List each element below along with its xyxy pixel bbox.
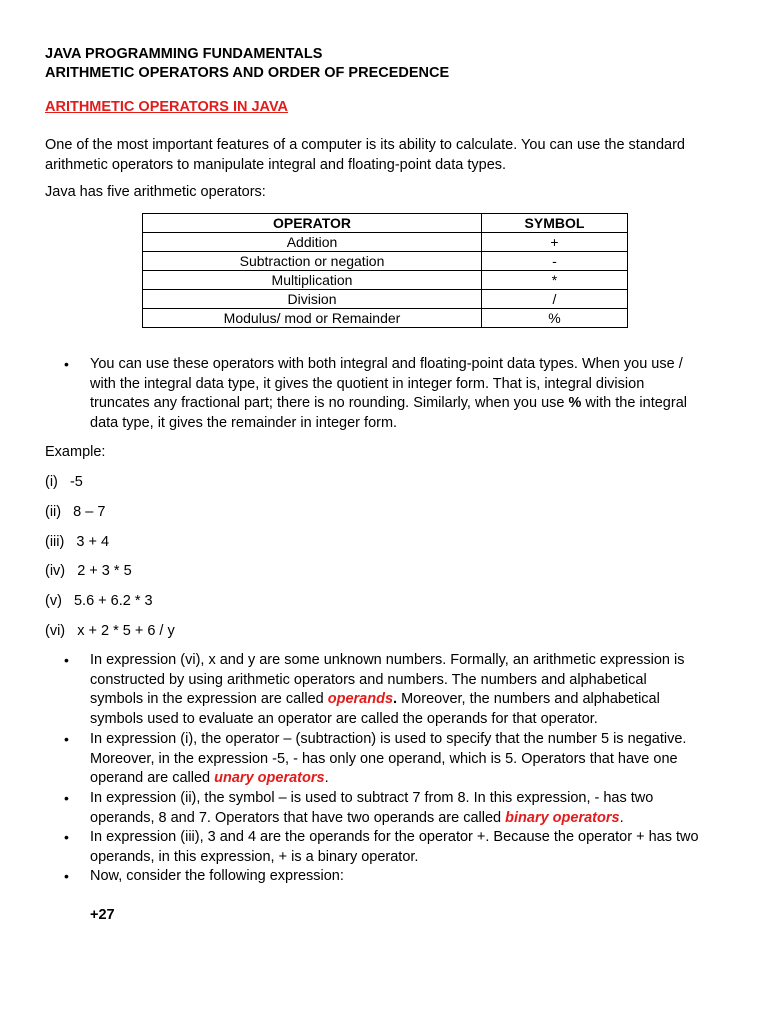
bullet-expression-iii bbox=[90, 828, 740, 867]
example-label: Example: bbox=[45, 444, 106, 460]
table-row bbox=[143, 309, 628, 328]
header-title: JAVA PROGRAMMING FUNDAMENTALS bbox=[45, 46, 323, 62]
table-header-row bbox=[143, 214, 628, 233]
bullet-glyph: • bbox=[64, 868, 69, 884]
intro-line: One of the most important features of a computer is its ability to calculate. You can use the standard bbox=[45, 137, 685, 153]
text-run: operands, 8 and 7. Operators that have two operands are called bbox=[90, 809, 506, 826]
bullet-line: constructed by using arithmetic operators and numbers. The numbers and alphabetical bbox=[90, 671, 647, 688]
example-item: (i) -5 bbox=[45, 474, 83, 490]
bullet-line bbox=[90, 769, 740, 789]
symbol-cell: / bbox=[482, 290, 628, 309]
bullet-line bbox=[90, 809, 740, 829]
bullet-line: In expression (iii), 3 and 4 are the operands for the operator +. Because the operator + has two bbox=[90, 829, 699, 845]
text-run: symbols in the expression are called bbox=[90, 691, 328, 707]
intro-paragraph bbox=[45, 136, 735, 175]
bullet-line: You can use these operators with both integral and floating-point data types. When you use / bbox=[90, 356, 683, 372]
intro-operators-line: Java has five arithmetic operators: bbox=[45, 184, 266, 200]
bullet-consider: Now, consider the following expression: bbox=[90, 868, 344, 884]
bullet-line: In expression (ii), the symbol – is used to subtract 7 from 8. In this expression, - has two bbox=[90, 790, 654, 806]
symbol-cell: * bbox=[482, 271, 628, 290]
bullet-line: with the integral data type, it gives the quotient in integer form. That is, integral division bbox=[90, 375, 645, 392]
table-row bbox=[143, 290, 628, 309]
modulus-symbol: % bbox=[568, 395, 582, 411]
bullet-glyph: • bbox=[64, 652, 69, 668]
bullet-line: symbols used to evaluate an operator are called the operands for that operator. bbox=[90, 710, 598, 727]
table-row bbox=[143, 252, 628, 271]
example-item: (ii) 8 – 7 bbox=[45, 504, 106, 520]
bullet-line bbox=[90, 690, 740, 710]
text-run: . bbox=[393, 691, 398, 707]
text-run: . bbox=[324, 770, 329, 786]
term-operands: operands bbox=[327, 691, 394, 707]
bullet-operands bbox=[90, 651, 740, 729]
text-run: Moreover, the numbers and alphabetical bbox=[397, 691, 660, 707]
text-run: . bbox=[619, 809, 624, 826]
table-row bbox=[143, 271, 628, 290]
bullet-operators-usage bbox=[90, 355, 740, 433]
bullet-line: Moreover, in the expression -5, - has only one operand, which is 5. Operators that have one bbox=[90, 750, 678, 767]
bullet-glyph: • bbox=[64, 829, 69, 845]
symbol-cell: - bbox=[482, 252, 628, 271]
bullet-line: In expression (i), the operator – (subtraction) is used to specify that the number 5 is negative. bbox=[90, 731, 687, 747]
term-unary-operators: unary operators bbox=[214, 770, 325, 786]
symbol-cell: + bbox=[482, 233, 628, 252]
operator-cell: Subtraction or negation bbox=[143, 252, 482, 271]
example-item: (vi) x + 2 * 5 + 6 / y bbox=[45, 623, 175, 639]
text-run: with the integral bbox=[581, 395, 687, 411]
example-item: (v) 5.6 + 6.2 * 3 bbox=[45, 593, 153, 609]
operator-cell: Addition bbox=[143, 233, 482, 252]
operators-table bbox=[142, 213, 628, 328]
table-row bbox=[143, 233, 628, 252]
example-item: (iv) 2 + 3 * 5 bbox=[45, 563, 132, 579]
intro-line: arithmetic operators to manipulate integral and floating-point data types. bbox=[45, 156, 507, 173]
symbol-cell: % bbox=[482, 309, 628, 328]
table-header-symbol: SYMBOL bbox=[482, 214, 628, 233]
header-subtitle: ARITHMETIC OPERATORS AND ORDER OF PRECEDENCE bbox=[45, 65, 450, 81]
text-run: operand are called bbox=[90, 770, 215, 786]
example-item: (iii) 3 + 4 bbox=[45, 534, 110, 550]
bullet-line: In expression (vi), x and y are some unknown numbers. Formally, an arithmetic expression is bbox=[90, 652, 685, 668]
bullet-glyph: • bbox=[64, 790, 69, 806]
operator-cell: Multiplication bbox=[143, 271, 482, 290]
table-header-operator: OPERATOR bbox=[143, 214, 482, 233]
term-binary-operators: binary operators bbox=[505, 809, 620, 826]
bullet-glyph: • bbox=[64, 731, 69, 747]
bullet-binary bbox=[90, 789, 740, 828]
bullet-line: operands, in this expression, + is a binary operator. bbox=[90, 848, 419, 865]
operator-cell: Division bbox=[143, 290, 482, 309]
bullet-line bbox=[90, 394, 740, 414]
bullet-glyph: • bbox=[64, 356, 69, 372]
text-run: truncates any fractional part; there is no rounding. Similarly, when you use bbox=[90, 395, 569, 411]
operator-cell: Modulus/ mod or Remainder bbox=[143, 309, 482, 328]
bullet-unary bbox=[90, 730, 740, 789]
expression-value: +27 bbox=[90, 907, 115, 923]
bullet-line: data type, it gives the remainder in integer form. bbox=[90, 414, 398, 431]
section-title: ARITHMETIC OPERATORS IN JAVA bbox=[45, 99, 289, 115]
